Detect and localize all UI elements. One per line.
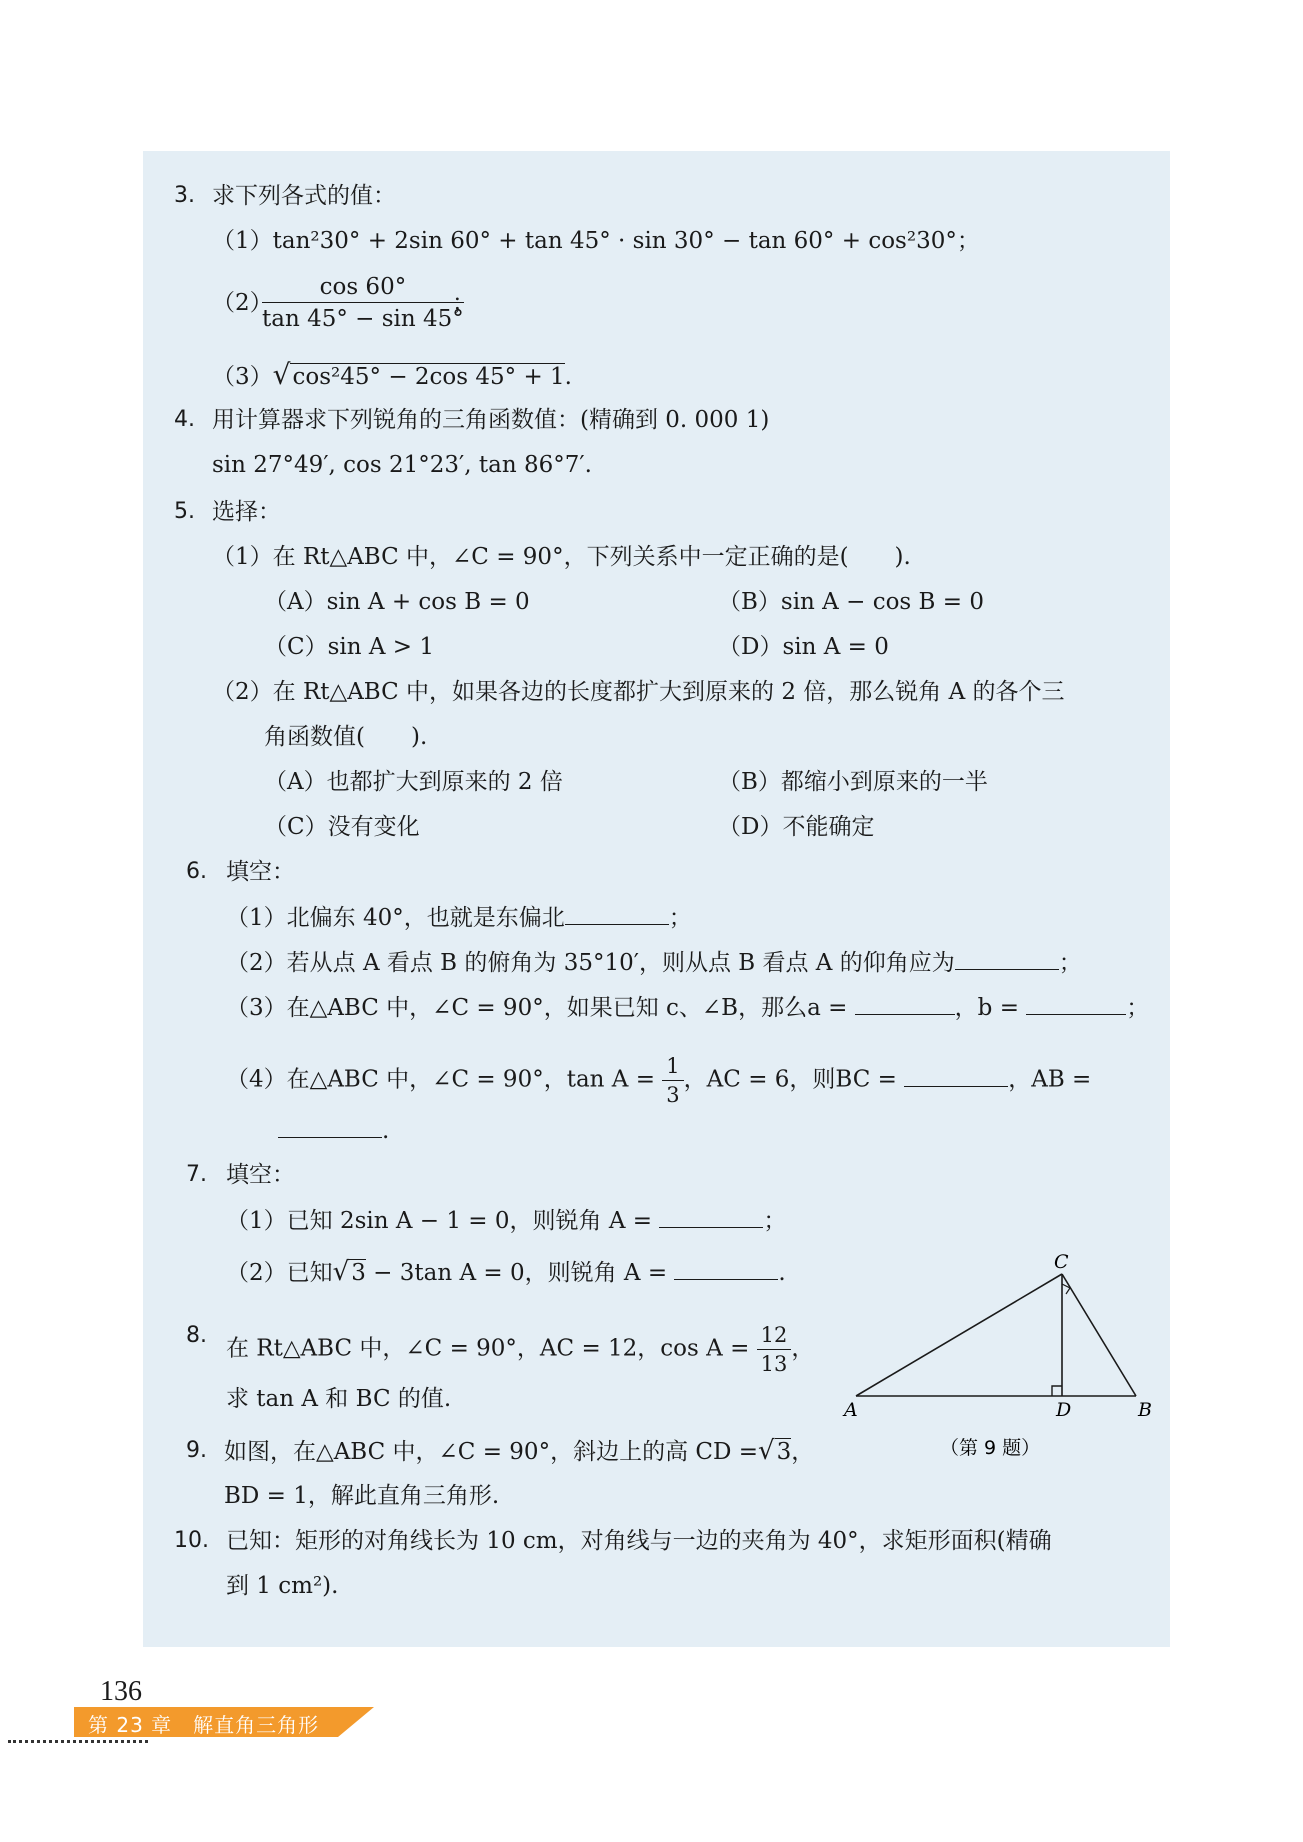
q7-part2: [226, 1257, 786, 1288]
q10-line2: 到 1 cm²).: [226, 1573, 339, 1599]
q5-part1-option-b: （B）sin A − cos B = 0: [718, 589, 984, 615]
q5-part2-option-b: （B）都缩小到原来的一半: [718, 769, 988, 795]
q6-part3-blank-a: [855, 992, 955, 1015]
q5-part1-option-a: （A）sin A + cos B = 0: [264, 589, 530, 615]
q3-part2-fraction: [262, 272, 464, 335]
q6-part4-blank-bc: [904, 1064, 1008, 1087]
q3-part1: [212, 226, 980, 256]
q6-part4-line2: [278, 1115, 389, 1146]
label-c: C: [1054, 1251, 1069, 1273]
q3-part2-denominator: tan 45° − sin 45°: [262, 306, 464, 332]
q3-part3: [212, 360, 572, 392]
q3-part1-label: （1）: [212, 228, 273, 254]
q3-number: 3.: [174, 183, 195, 208]
q6-part1-text: （1）北偏东 40°，也就是东偏北: [226, 905, 565, 931]
q6-part4-text-b: ，AC = 6，则BC =: [683, 1066, 897, 1093]
q5-number: 5.: [174, 499, 195, 524]
q6-part2: [226, 947, 1082, 978]
q6-part3-tail: ；: [1126, 995, 1150, 1021]
chapter-title: 第 23 章 解直角三角形: [88, 1713, 320, 1737]
q6-part3: [226, 992, 1149, 1023]
q7-part2-tail: .: [778, 1260, 786, 1286]
q6-title: 填空：: [226, 859, 295, 885]
right-angle-mark-d: [1052, 1386, 1062, 1396]
q5-part2-line2: 角函数值( ).: [264, 724, 428, 750]
side-bc: [1062, 1274, 1136, 1396]
q4-number: 4.: [174, 407, 195, 432]
q6-part4-fraction: [662, 1052, 683, 1109]
q6-part1-blank: [565, 902, 669, 925]
q4-title: 用计算器求下列锐角的三角函数值：(精确到 0. 000 1): [212, 407, 770, 433]
q7-part2-radicand: 3: [351, 1260, 366, 1286]
q3-part3-tail: .: [564, 364, 572, 390]
q6-part4-blank-ab: [278, 1115, 382, 1138]
q8-line1-tail: ，: [791, 1335, 815, 1362]
q6-part4-denominator: 3: [666, 1083, 680, 1107]
footer-dotted-rule: [8, 1740, 148, 1743]
q8-fraction: [757, 1321, 792, 1378]
q9-line2: BD = 1，解此直角三角形.: [224, 1483, 500, 1509]
sqrt-symbol-icon: √: [758, 1436, 775, 1466]
q9-line1: [224, 1436, 814, 1467]
q3-title: 求下列各式的值：: [212, 183, 396, 209]
side-ac: [856, 1274, 1062, 1396]
label-a: A: [844, 1399, 858, 1421]
triangle-figure: [840, 1250, 1160, 1470]
q6-part2-tail: ；: [1058, 950, 1082, 976]
q9-radicand: 3: [776, 1439, 792, 1465]
q3-part2-tail: ；: [452, 290, 475, 316]
q5-part2-option-c: （C）没有变化: [264, 814, 420, 840]
q5-part1-option-c: （C）sin A > 1: [264, 634, 435, 660]
sqrt-symbol-icon: √: [272, 358, 291, 391]
q7-part2-text-b: − 3tan A = 0，则锐角 A =: [373, 1260, 668, 1286]
figure-caption: （第 9 题）: [940, 1437, 1041, 1459]
q6-part4-numerator: 1: [662, 1052, 683, 1081]
q6-part2-text: （2）若从点 A 看点 B 的俯角为 35°10′，则从点 B 看点 A 的仰角应为: [226, 950, 955, 976]
q5-part2-option-a: （A）也都扩大到原来的 2 倍: [264, 769, 563, 795]
q3-part3-label: （3）: [212, 364, 273, 390]
q7-number: 7.: [186, 1162, 207, 1187]
q7-part2-blank: [674, 1257, 778, 1280]
q6-part4: [226, 1052, 1091, 1109]
q6-part1-tail: ；: [668, 905, 692, 931]
q6-part2-blank: [955, 947, 1059, 970]
label-d: D: [1056, 1399, 1072, 1421]
q7-part2-text-a: （2）已知: [226, 1260, 333, 1286]
q6-part4-text-a: （4）在△ABC 中，∠C = 90°，tan A =: [226, 1066, 655, 1093]
q10-number: 10.: [174, 1528, 209, 1553]
q8-numerator: 12: [757, 1321, 792, 1350]
q3-part3-radicand: cos²45° − 2cos 45° + 1: [292, 364, 565, 390]
q5-part1-option-d: （D）sin A = 0: [718, 634, 889, 660]
q5-part2-line1: （2）在 Rt△ABC 中，如果各边的长度都扩大到原来的 2 倍，那么锐角 A 的各个三: [212, 679, 1065, 705]
q8-line2: 求 tan A 和 BC 的值.: [226, 1386, 452, 1412]
q6-part3-text: （3）在△ABC 中，∠C = 90°，如果已知 c、∠B，那么a =: [226, 995, 848, 1021]
q9-line1-text: 如图，在△ABC 中，∠C = 90°，斜边上的高 CD =: [224, 1439, 758, 1465]
q8-number: 8.: [186, 1323, 207, 1348]
q6-part4-text-c: ，AB =: [1008, 1066, 1092, 1093]
page-number: 136: [100, 1676, 142, 1707]
q8-line1: [226, 1321, 814, 1378]
q5-part2-option-d: （D）不能确定: [718, 814, 875, 840]
q6-part3-mid: ，b =: [954, 995, 1019, 1021]
q6-part4-tail: .: [382, 1118, 390, 1144]
q5-title: 选择：: [212, 499, 281, 525]
q5-part1: （1）在 Rt△ABC 中，∠C = 90°，下列关系中一定正确的是( ).: [212, 544, 911, 570]
q7-part1-tail: ；: [763, 1208, 787, 1234]
q3-part2-numerator: cos 60°: [262, 272, 464, 303]
q6-part3-blank-b: [1026, 992, 1126, 1015]
q7-title: 填空：: [226, 1162, 295, 1188]
q10-line1: 已知：矩形的对角线长为 10 cm，对角线与一边的夹角为 40°，求矩形面积(精确: [226, 1528, 1052, 1554]
q7-part1-blank: [659, 1205, 763, 1228]
q6-number: 6.: [186, 859, 207, 884]
q9-number: 9.: [186, 1438, 207, 1463]
sqrt-symbol-icon: √: [332, 1257, 350, 1287]
q3-part2-label: （2）: [212, 290, 273, 316]
label-b: B: [1138, 1399, 1152, 1421]
q9-line1-tail: ，: [791, 1439, 815, 1465]
q3-part1-expr: tan²30° + 2sin 60° + tan 45° · sin 30° − tan 60° + cos²30°；: [272, 228, 980, 254]
q7-part1-text: （1）已知 2sin A − 1 = 0，则锐角 A =: [226, 1208, 653, 1234]
q8-denominator: 13: [760, 1352, 788, 1376]
q8-line1-text: 在 Rt△ABC 中，∠C = 90°，AC = 12，cos A =: [226, 1335, 750, 1362]
q7-part1: [226, 1205, 786, 1236]
q4-line2: sin 27°49′, cos 21°23′, tan 86°7′.: [212, 452, 592, 478]
q6-part1: [226, 902, 692, 933]
